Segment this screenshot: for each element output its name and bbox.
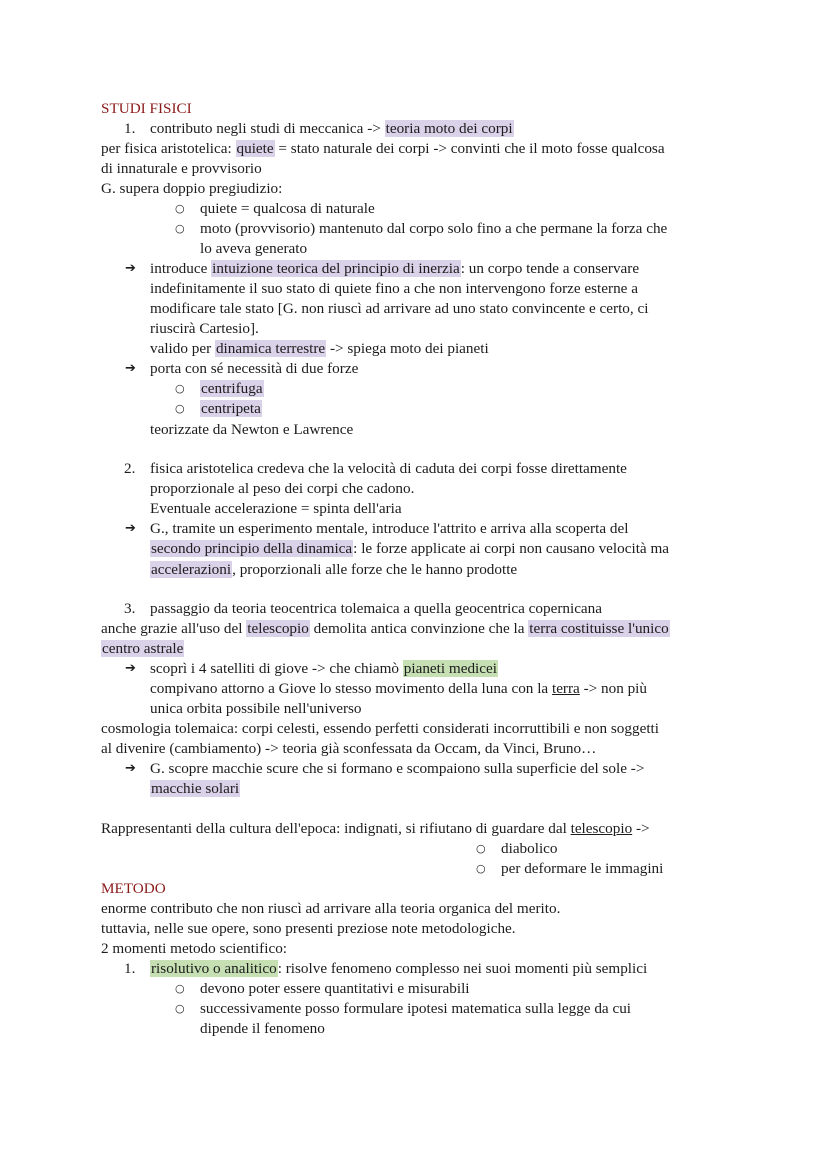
highlight: centrifuga (201, 380, 263, 397)
highlight: terra costituisse l'unico (529, 620, 669, 637)
arrow-item-line: unica orbita possibile nell'universo (150, 700, 362, 717)
highlight: secondo principio della dinamica (151, 540, 353, 557)
bullet-item: moto (provvisorio) mantenuto dal corpo solo fino a che permane la forza che (200, 220, 668, 237)
bullet-item (200, 379, 264, 399)
paragraph-line: teorizzate da Newton e Lawrence (150, 421, 354, 438)
bullet-item: diabolico (501, 840, 558, 857)
arrow-item-line: compivano attorno a Giove lo stesso movimento della luna con la terra -> non più (150, 680, 647, 697)
arrow-item-line: accelerazioni, proporzionali alle forze che le hanno prodotte (151, 561, 518, 578)
bullet-item: quiete = qualcosa di naturale (200, 200, 375, 217)
arrow-bullet-icon: ➔ (125, 521, 136, 536)
arrow-item-line: indefinitamente il suo stato di quiete fino a che non intervengono forze esterne a (150, 280, 638, 297)
paragraph-line: passaggio da teoria teocentrica tolemaica a quella geocentrica copernicana (150, 600, 603, 617)
paragraph-line (101, 639, 184, 659)
list-number: 3. (124, 600, 136, 617)
paragraph-line: Eventuale accelerazione = spinta dell'aria (150, 500, 402, 517)
paragraph-line: 2 momenti metodo scientifico: (101, 940, 288, 957)
green-highlight: risolutivo o analitico (151, 960, 277, 977)
circle-bullet-icon: ○ (476, 842, 486, 855)
arrow-item: G. scopre macchie scure che si formano e scompaiono sulla superficie del sole -> (150, 760, 645, 777)
highlight: centro astrale (102, 640, 184, 657)
highlight: teoria moto dei corpi (385, 120, 513, 137)
list-number: 2. (124, 460, 136, 477)
arrow-item-line: modificare tale stato [G. non riuscì ad arrivare ad uno stato convincente e certo, ci (150, 300, 649, 317)
arrow-bullet-icon: ➔ (125, 361, 136, 376)
arrow-item: scoprì i 4 satelliti di giove -> che chiamò pianeti medicei (150, 660, 497, 677)
circle-bullet-icon: ○ (175, 202, 185, 215)
paragraph-line: G. supera doppio pregiudizio: (101, 180, 283, 197)
bullet-item: per deformare le immagini (501, 860, 664, 877)
circle-bullet-icon: ○ (476, 862, 486, 875)
paragraph-line: di innaturale e provvisorio (101, 160, 262, 177)
paragraph-line: risolutivo o analitico: risolve fenomeno complesso nei suoi momenti più semplici (151, 960, 648, 977)
arrow-item-line: riuscirà Cartesio]. (150, 320, 259, 337)
list-number: 1. (124, 960, 136, 977)
bullet-item: lo aveva generato (200, 240, 308, 257)
paragraph-line: enorme contributo che non riuscì ad arrivare alla teoria organica del merito. (101, 900, 561, 917)
paragraph-line: proporzionale al peso dei corpi che cadono. (150, 480, 415, 497)
section-heading-metodo: METODO (101, 880, 166, 897)
underlined-text: terra (551, 680, 580, 697)
highlight: telescopio (247, 620, 309, 637)
arrow-item-line: secondo principio della dinamica: le forze applicate ai corpi non causano velocità ma (151, 540, 670, 557)
arrow-item: G., tramite un esperimento mentale, introduce l'attrito e arriva alla scoperta del (150, 520, 629, 537)
highlight: intuizione teorica del principio di inerzia (212, 260, 460, 277)
arrow-item-line: valido per dinamica terrestre -> spiega moto dei pianeti (150, 340, 489, 357)
arrow-bullet-icon: ➔ (125, 761, 136, 776)
circle-bullet-icon: ○ (175, 222, 185, 235)
highlight: dinamica terrestre (215, 340, 326, 357)
paragraph-line: anche grazie all'uso del telescopio demolita antica convinzione che la terra costituisse l'unico (101, 620, 669, 637)
section-heading-studi-fisici: STUDI FISICI (101, 100, 192, 117)
paragraph-line: contributo negli studi di meccanica -> teoria moto dei corpi (150, 120, 513, 137)
bullet-item: devono poter essere quantitativi e misurabili (200, 980, 470, 997)
underlined-text: telescopio (570, 820, 633, 837)
arrow-item-line (150, 779, 240, 799)
paragraph-line: per fisica aristotelica: quiete = stato naturale dei corpi -> convinti che il moto fosse qualcosa (101, 140, 665, 157)
arrow-bullet-icon: ➔ (125, 661, 136, 676)
highlight: accelerazioni (151, 561, 232, 578)
list-number: 1. (124, 120, 136, 137)
arrow-bullet-icon: ➔ (125, 261, 136, 276)
circle-bullet-icon: ○ (175, 382, 185, 395)
circle-bullet-icon: ○ (175, 1002, 185, 1015)
highlight: quiete (236, 140, 274, 157)
green-highlight: pianeti medicei (403, 660, 497, 677)
highlight: centripeta (201, 400, 261, 417)
paragraph-line: al divenire (cambiamento) -> teoria già sconfessata da Occam, da Vinci, Bruno… (101, 740, 597, 757)
bullet-item: successivamente posso formulare ipotesi matematica sulla legge da cui (200, 1000, 632, 1017)
paragraph-line: fisica aristotelica credeva che la velocità di caduta dei corpi fosse direttamente (150, 460, 627, 477)
paragraph-line: cosmologia tolemaica: corpi celesti, essendo perfetti considerati incorruttibili e non soggetti (101, 720, 659, 737)
paragraph-line: Rappresentanti della cultura dell'epoca: indignati, si rifiutano di guardare dal telescopio -> (101, 820, 650, 837)
highlight: macchie solari (151, 780, 240, 797)
arrow-item: introduce intuizione teorica del principio di inerzia: un corpo tende a conservare (150, 260, 640, 277)
circle-bullet-icon: ○ (175, 402, 185, 415)
paragraph-line: tuttavia, nelle sue opere, sono presenti preziose note metodologiche. (101, 920, 516, 937)
bullet-item: dipende il fenomeno (200, 1020, 325, 1037)
arrow-item: porta con sé necessità di due forze (150, 360, 359, 377)
circle-bullet-icon: ○ (175, 982, 185, 995)
bullet-item (200, 399, 262, 419)
